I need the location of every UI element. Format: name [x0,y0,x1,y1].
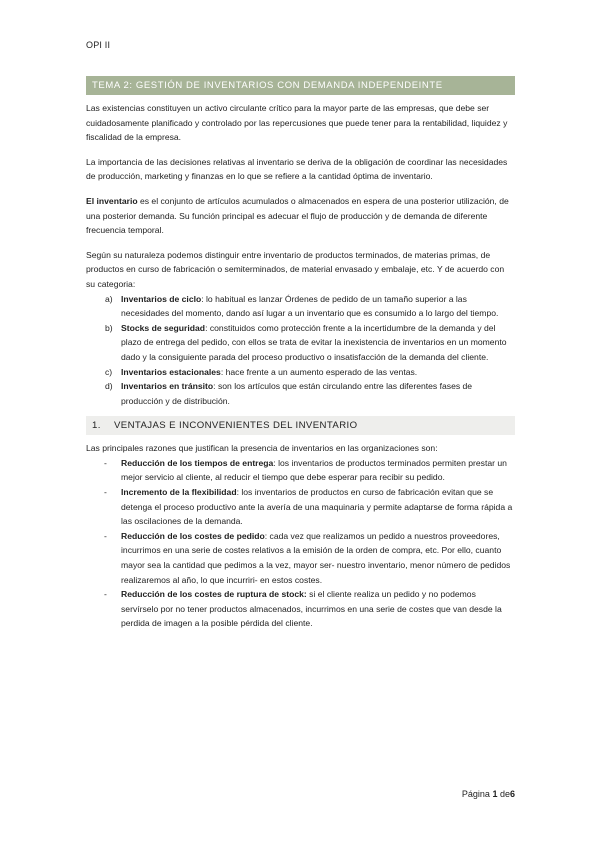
paragraph-4: Según su naturaleza podemos distinguir entre inventario de productos terminados, de materias primas, de productos en curso de fabricación o semiterminados, de material envasado y embalaje, etc. Y de acuerdo con su categoria: [86,249,505,289]
section-title: VENTAJAS E INCONVENIENTES DEL INVENTARIO [114,420,358,432]
list-marker: - [104,530,107,541]
reasons-list [86,456,515,631]
chapter-title-band: TEMA 2: GESTIÓN DE INVENTARIOS CON DEMANDA INDEPENDEINTE [86,76,515,95]
list-item-text: : los inventarios de productos en curso de fabricación evitan que se detenga el proceso productivo ante la avería de una maquinaria y permite adaptarse de forma rápida a las oscilaciones de la demanda. [121,487,513,527]
list-item-text: si el cliente realiza un pedido y no podemos servírselo por no tener productos almacenados, incurrimos en una serie de costes que van desde la perdida de imagen a la posible pérdida del cliente. [121,589,502,629]
paragraph-3-text: es el conjunto de artículos acumulados o almacenados en espera de una posterior utilización, de una posterior demanda. Su función principal es adecuar el flujo de producción y de demanda de diferente frecuencia temporal. [86,195,509,236]
list-item-term: Reducción de los costes de pedido [121,530,265,541]
of-word: de [499,789,510,799]
list-marker: a) [105,293,113,304]
list-item-text: : constituidos como protección frente a la incertidumbre de la demanda y del plazo de entrega del pedido, con ellos se trata de evitar la inexistencia de inventarios en un momento dado y la consiguiente parada del proceso productivo o insatisfacción de la demanda del cliente. [121,322,507,362]
list-item [86,587,515,631]
list-item [86,485,515,529]
list-item-text: : hace frente a un aumento esperado de las ventas. [220,366,418,377]
list-item [86,529,515,587]
list-marker: - [104,589,107,600]
paragraph-3 [86,194,515,238]
page-footer [462,789,515,799]
list-marker: b) [105,322,113,333]
document-header: OPI II [86,40,111,50]
list-item-term: Inventarios de ciclo [121,293,202,304]
list-item-term: Stocks de seguridad [121,322,206,333]
list-marker: c) [105,366,113,377]
page-number: 1 [492,789,498,799]
list-item-text: : los inventarios de productos terminados permiten prestar un mejor servicio al cliente, al reducir el tiempo que debe esperar para recibir su pedido. [121,457,507,483]
section-number: 1. [92,420,101,432]
list-item-text: : lo habitual es lanzar Órdenes de pedido de un tamaño superior a las necesidades del momento, dando así lugar a un inventario que es consumido a lo largo del tiempo. [121,293,499,319]
list-item-term: Reducción de los tiempos de entrega [121,457,274,468]
list-item-text: : son los artículos que están circulando entre las diferentes fases de producción y de distribución. [121,381,473,406]
page-content [86,76,515,631]
paragraph-1: Las existencias constituyen un activo circulante crítico para la mayor parte de las empresas, que debe ser cuidadosamente planificado y controlado por las repercusiones que puede tener para la rentabilidad, liquidez y fiscalidad de la empresa. [86,103,508,143]
list-marker: - [104,487,107,498]
list-item [86,379,515,408]
page-word: Página [461,789,490,799]
list-item-text: : cada vez que realizamos un pedido a nuestros proveedores, incurrimos en una serie de costes relativos a la emisión de la orden de compra, etc. Por ello, cuanto mayor sea la cantidad que pedimos a la vez, mayor ser- nuestro inventario, menor número de pedidos realizaremos al año, lo que incurriri- en estos costes. [121,530,511,585]
list-marker: d) [105,381,113,392]
list-marker: - [104,457,107,468]
paragraph-2: La importancia de las decisiones relativas al inventario se deriva de la obligación de coordinar las necesidades de producción, marketing y finanzas en lo que se refiere a la cantidad óptima de inventario. [86,156,508,182]
list-item-term: Inventarios en tránsito [121,381,214,392]
inventory-categories-list [86,292,515,409]
list-item-term: Reducción de los costes de ruptura de stock: [121,589,307,600]
list-item [86,321,515,365]
list-item [86,456,515,485]
list-item [86,365,515,380]
section-intro: Las principales razones que justifican la presencia de inventarios en las organizaciones son: [86,443,438,454]
list-item [86,292,515,321]
section-heading [86,416,515,435]
list-item-term: Incremento de la flexibilidad [121,487,237,498]
list-item-term: Inventarios estacionales [121,366,221,377]
inventory-term: El inventario [86,195,138,206]
page-total: 6 [509,789,515,799]
